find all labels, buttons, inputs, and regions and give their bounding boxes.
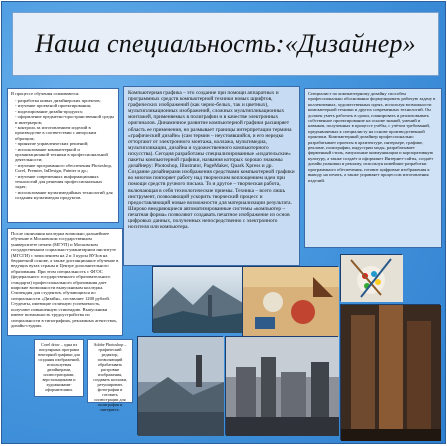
skills-item: - моделирование дизайн-продукта; <box>15 108 83 114</box>
skills-item: - разработка новых дизайнерских проектов; <box>15 97 101 103</box>
adobe-caption-panel <box>87 339 133 412</box>
lighthouse-photo <box>137 336 223 435</box>
skills-lead: В процессе обучения осваиваются: <box>11 91 80 96</box>
abstract-photo <box>242 266 338 336</box>
corel-caption-text: Corel draw – одна из популярных программ векторной графики для создания изображений, используемая дизайнерами, иллюстраторами, верстальщиками и художниками-оформителями. <box>38 342 80 392</box>
skills-list <box>11 98 115 201</box>
books-photo <box>340 304 440 440</box>
skills-item: - использование компьютерной и организационной техники в профессиональной деятельности; <box>15 146 108 163</box>
page-title: Наша специальность:«Дизайнер» <box>35 29 416 58</box>
skills-item: - оформление предметно-пространственной среды и интерьеров; <box>15 114 114 125</box>
corel-caption-panel <box>34 339 84 397</box>
books-illustration <box>341 305 441 441</box>
education-info-panel <box>7 228 123 336</box>
skills-item: - принятие управленческих решений; <box>15 141 89 147</box>
landscape-illustration <box>153 267 243 333</box>
poster <box>1 1 446 444</box>
skills-item: - использование мультимедийных технологий для создания мультимедиа продуктов. <box>15 189 113 201</box>
title-banner <box>12 12 439 76</box>
skills-item: - изучение программного обеспечения Photoshop, Corel, Premier, InDesign, Painter и др.; <box>15 162 112 174</box>
skills-item: - изучение проектной проектирования; <box>15 103 92 109</box>
computer-graphics-panel <box>123 86 300 266</box>
adobe-caption-text: Adobe Photoshop – графический редактор, позволяющий обрабатывать растровые изображения, создавать коллажи, ретушировать фотографии и готовить иллюстрации для полиграфии и интернета. <box>92 342 128 412</box>
computer-graphics-text: Компьютерная графика – это создание при помощи аппаратных и программных средств компьютерной техники новых шрифтов, графических изображений (как черно-белых, так и цветных), мультипликационных изображений, сложных мультипликационных монтажей, применяемых в полиграфии и в качестве электронных оригиналов. Динамичное развитие компьютерной графики расширяет область ее применения, но размывает границы интерпретации термина «графический дизайн» (сам термин – неустоявшийся, и его нередко отторгают от электронного монтажа, коллажа, мультимедиа, мультипликации, дизайна и художественного компьютерного искусства). Сегодня разработаны специализированные «издательские» пакеты компьютерной графики, названия которых хорошо знакомы дизайнеру: Photoshop, Illustrator, PageMaker, Quark Xpress и др. Создание дизайнерами изображения средствами компьютерной графики во многом повторяет работу над творческим воплощением идеи при помощи средств ручного письма. То и другое – творческая работа, включающая в себя технологические приемы. Техника – всего лишь инструмент, позволяющий ускорить творческий процесс и предоставляющий новые возможности для материализации результата. Широко внедряющиеся автоматизированные системы «компьютер – печатная форма» позволяют создавать печатное изображение из основ цифровых данных, полученных непосредственно с электронного носителя или компьютера. <box>128 90 295 231</box>
skills-item: - контроль за изготовлением изделий в производстве в соответствии с авторским образцом; <box>15 124 97 141</box>
skills-panel <box>7 88 119 223</box>
city-photo <box>225 336 338 435</box>
education-info-text: После окончания колледжа возможно дальнейшее обучение в Московском государственном университете печати (МГУП) и Московском государственном социально-гуманитарном институте (МГСГИ) с зачислением на 2 и 3 курсы ВУЗов на бюджетной основе, а также дистанционное обучение в ведущих вузах страны и Центре дополнительного образования. При этом специальность с ФГОС (федерального государственного образовательного стандарта) профессионального образования дает широкие возможности выпускникам колледжа. Стипендия для студентов, обучающихся по специальности «Дизайн», составляет 1200 рублей. Студенты, имеющие отличную успеваемость, получают повышенную стипендию. Выпускники имеют возможность трудоустройства по специальности в типографиях, рекламных агентствах, дизайн-студиях. <box>11 231 119 328</box>
specialist-panel <box>304 88 442 248</box>
city-illustration <box>226 337 339 436</box>
brushes-photo <box>340 254 402 301</box>
abstract-illustration <box>243 267 339 337</box>
specialist-text: Специалист по компьютерному дизайну способен профессионально обоснованно формулировать рабочую задачу в коллективных, художественных идеях, используя возможности компьютерной техники и других современных технологий. Он должен уметь работать в сроки, планировать и реализовывать собственное проектирование на основе знаний, умений и навыков, полученных в процессе учёбы, с учётом требований, предъявляемых к специалисту на основе производственной практики. Компьютерный дизайнер профессионально разрабатывает проекты в архитектуре, интерьере, графике, рекламе, полиграфии, индустрии моды, разрабатывает фирменный стиль, визуальные коммуникации и корпоративную культуру, а также создаёт и оформляет Интернет-сайты, создаёт дизайн упаковки и рекламу, используя новейшие разработки программного обеспечения, готовит цифровые изображения к выводу на печать, а также управляет процессом изготовления изделий. <box>308 91 436 183</box>
skills-item: - изучение современных информационных технологий для решения профессиональных задач; <box>15 173 103 190</box>
brushes-illustration <box>341 255 403 302</box>
landscape-photo <box>152 266 242 332</box>
lighthouse-illustration <box>138 337 224 436</box>
